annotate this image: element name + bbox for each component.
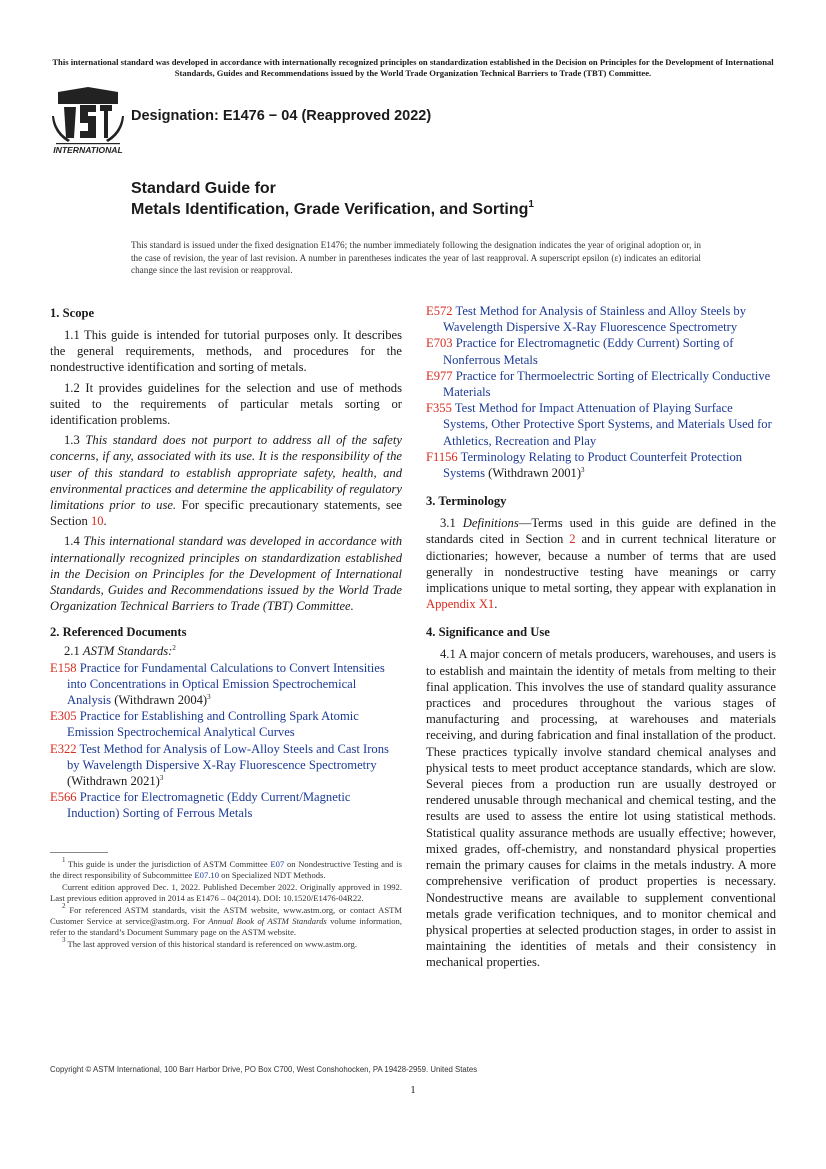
- reference-title[interactable]: Test Method for Analysis of Stainless and Alloy Steels by Wavelength Dispersive X-Ray Fluorescence Spectrometry: [443, 304, 747, 335]
- paragraph-text: and in current technical literature or dictionaries; however, because a number of terms that are used generally in nondestructive testing have meanings or carry implications unique to metal sorting, they appear with explanation in: [426, 532, 776, 596]
- paragraph-3-1: [426, 515, 776, 612]
- paragraph-number: 1.4: [64, 534, 80, 549]
- reference-code[interactable]: E305: [50, 709, 77, 724]
- reference-item[interactable]: [426, 335, 776, 367]
- committee-link[interactable]: E07: [270, 859, 285, 869]
- footnote-text: on Specialized NDT Methods.: [221, 870, 326, 880]
- paragraph-number: 2.1: [64, 644, 80, 659]
- punctuation: .: [494, 597, 498, 612]
- title-line-1: Standard Guide for: [131, 180, 276, 197]
- footnote-mark: 3: [581, 466, 585, 475]
- footnote-divider: [50, 852, 108, 853]
- section-heading-scope: 1. Scope: [50, 306, 95, 320]
- section-link-10[interactable]: 10: [90, 514, 104, 529]
- title-footnote-mark: 1: [528, 199, 534, 210]
- footnote-mark: 3: [62, 936, 66, 944]
- reference-code[interactable]: F1156: [426, 449, 458, 464]
- footnote-1-edition: Current edition approved Dec. 1, 2022. Published December 2022. Originally approved in 1992. Last previous edition approved in 2014 as E1476 – 04(2014). DOI: 10.1520/E1476-04R22.: [50, 882, 402, 903]
- footnote-mark: 1: [62, 856, 66, 864]
- section-link-2[interactable]: 2: [569, 532, 576, 547]
- appendix-link[interactable]: Appendix X1: [426, 597, 495, 612]
- reference-note: (Withdrawn 2001): [488, 466, 582, 481]
- title-line-2: [131, 199, 534, 220]
- title-main: Metals Identification, Grade Verification, and Sorting: [131, 201, 529, 218]
- section-heading-referenced-documents: 2. Referenced Documents: [50, 625, 187, 640]
- reference-code[interactable]: E158: [50, 660, 77, 675]
- footnote-2: [50, 902, 403, 938]
- paragraph-number: 1.3: [64, 433, 80, 448]
- astm-standards-label: ASTM Standards:: [82, 644, 173, 659]
- reference-item[interactable]: [426, 449, 776, 481]
- footnote-text: The last approved version of this historical standard is referenced on www.astm.org.: [67, 939, 357, 949]
- reference-code[interactable]: E703: [426, 336, 453, 351]
- paragraph-text: —Terms used in this guide are defined in the standards cited in Section: [426, 516, 776, 547]
- paragraph-1-3: [50, 432, 402, 529]
- copyright-line: Copyright © ASTM International, 100 Barr Harbor Drive, PO Box C700, West Conshohocken, PA 19428-2959. United States: [50, 1065, 478, 1074]
- footnote-mark: 2: [62, 902, 66, 910]
- reference-code[interactable]: E977: [426, 368, 453, 383]
- reference-title[interactable]: Practice for Electromagnetic (Eddy Current/Magnetic Induction) Sorting of Ferrous Metals: [67, 790, 351, 821]
- footnote-text: volume information, refer to the standard’s Document Summary page on the ASTM website.: [50, 916, 402, 937]
- safety-statement: This standard does not purport to address all of the safety concerns, if any, associated with its use. It is the responsibility of the user of this standard to establish appropriate safety, health, and environmental practices and determine the applicability of regulatory limitations prior to use.: [50, 433, 402, 513]
- precaution-text: For specific precautionary statements, see Section: [50, 498, 402, 529]
- page-number: 1: [410, 1084, 416, 1096]
- reference-title[interactable]: Practice for Electromagnetic (Eddy Current) Sorting of Nonferrous Metals: [443, 336, 734, 367]
- reference-note: (Withdrawn 2004): [114, 693, 208, 708]
- designation: Designation: E1476 − 04 (Reapproved 2022): [131, 108, 432, 124]
- paragraph-2-1: [50, 643, 402, 659]
- reference-title[interactable]: Test Method for Impact Attenuation of Playing Surface Systems, Other Protective Sport Systems, and Materials Used for Athletics, Recreation and Play: [443, 401, 772, 448]
- reference-code[interactable]: F355: [426, 401, 452, 416]
- reference-item[interactable]: [50, 789, 402, 821]
- reference-title[interactable]: Practice for Establishing and Controlling Spark Atomic Emission Spectrochemical Analytical Curves: [67, 709, 359, 740]
- section-heading-significance: 4. Significance and Use: [426, 625, 550, 640]
- footnotes: [50, 856, 403, 951]
- reference-item[interactable]: [426, 400, 776, 449]
- reference-item[interactable]: [50, 660, 402, 709]
- reference-item[interactable]: [50, 741, 402, 790]
- definitions-label: Definitions: [462, 516, 519, 531]
- document-title: [131, 178, 534, 220]
- footnote-1: [50, 856, 402, 881]
- reference-title[interactable]: Terminology Relating to Product Counterfeit Protection Systems: [443, 449, 743, 481]
- reference-note: (Withdrawn 2021): [67, 774, 160, 789]
- paragraph-1-1: 1.1 This guide is intended for tutorial purposes only. It describes the general requirements, methods, and procedures for the nondestructive identification and sorting of metals.: [50, 328, 402, 375]
- punctuation: .: [103, 514, 107, 529]
- subcommittee-link[interactable]: E07.10: [194, 870, 219, 880]
- tbt-notice: This international standard was developed in accordance with internationally recognized principles on standardization established in the Decision on Principles for the Development of International Standards, Guides and Recommendations issued by the World Trade Organization Technical Barriers to Trade (TBT) Committee.: [52, 57, 774, 78]
- reference-title[interactable]: Practice for Thermoelectric Sorting of Electrically Conductive Materials: [443, 368, 771, 400]
- reference-title[interactable]: Test Method for Analysis of Low-Alloy Steels and Cast Irons by Wavelength Dispersive X-Ray Fluorescence Spectrometry: [67, 741, 389, 772]
- paragraph-4-1: 4.1 A major concern of metals producers, warehouses, and users is to establish and maintain the identity of metals from melting to their final application. This involves the use of standard quality assurance practices and procedures throughout the various stages of manufacturing and processing, at warehouses and materials receiving, and during fabrication and final installation of the product. These practices typically involve standard chemical analyses and physical tests to meet product acceptance standards, which are slow. Several pieces from a production run are usually destroyed or rendered unusable through mechanical and chemical testing, and the results are used to assess the entire lot using statistical methods. Statistical quality assurance methods are usually effective; however, mixed grades, off-chemistry, and nonstandard physical properties remain the primary causes for claims in the metals industry. A more comprehensive verification of product properties is necessary. Nondestructive means are available to supplement conventional metals grade verification techniques, and to monitor chemical and physical properties at selected production stages, in order to assist in maintaining the identities of metals and their consistency in mechanical properties.: [426, 647, 776, 970]
- astm-international-logo: [50, 86, 126, 156]
- footnote-text: on Nondestructive Testing and is the direct responsibility of Subcommittee: [50, 859, 402, 880]
- footnote-3: [50, 936, 402, 950]
- reference-title[interactable]: Practice for Fundamental Calculations to Convert Intensities into Concentrations in Optical Emission Spectrochemical Analysis: [67, 660, 385, 708]
- paragraph-1-4: [50, 533, 402, 614]
- astm-logo-text: INTERNATIONAL: [53, 145, 123, 155]
- reference-code[interactable]: E566: [50, 790, 77, 805]
- section-heading-terminology: 3. Terminology: [426, 494, 507, 509]
- reference-code[interactable]: E322: [50, 741, 77, 756]
- footnote-mark: 2: [172, 644, 176, 653]
- footnote-mark: 3: [159, 774, 164, 783]
- paragraph-number: 3.1: [440, 516, 456, 531]
- left-column: [50, 305, 402, 822]
- astm-logo-mark: [52, 87, 124, 144]
- issuance-note: This standard is issued under the fixed designation E1476; the number immediately following the designation indicates the year of original adoption or, in the case of revision, the year of last revision. A number in parentheses indicates the year of last reapproval. A superscript epsilon (ε) indicates an editorial change since the last revision or reapproval.: [131, 240, 701, 275]
- footnote-text: This guide is under the jurisdiction of ASTM Committee: [68, 859, 268, 869]
- tbt-statement: This international standard was developed in accordance with internationally recognized principles on standardization established in the Decision on Principles for the Development of International Standards, Guides and Recommendations issued by the World Trade Organization Technical Barriers to Trade (TBT) Committee.: [50, 534, 402, 614]
- reference-code[interactable]: E572: [426, 304, 453, 318]
- reference-item[interactable]: [426, 303, 776, 335]
- right-column: [426, 303, 776, 971]
- reference-item[interactable]: [50, 708, 402, 740]
- reference-item[interactable]: [426, 368, 776, 400]
- paragraph-1-2: 1.2 It provides guidelines for the selection and use of methods suited to the requirements of particular metals sorting or identification problems.: [50, 380, 402, 428]
- footnote-text: For referenced ASTM standards, visit the ASTM website, www.astm.org, or contact ASTM Customer Service at service@astm.org. For: [50, 905, 403, 926]
- book-title: Annual Book of ASTM Standards: [208, 916, 327, 926]
- footnote-mark: 3: [207, 693, 211, 702]
